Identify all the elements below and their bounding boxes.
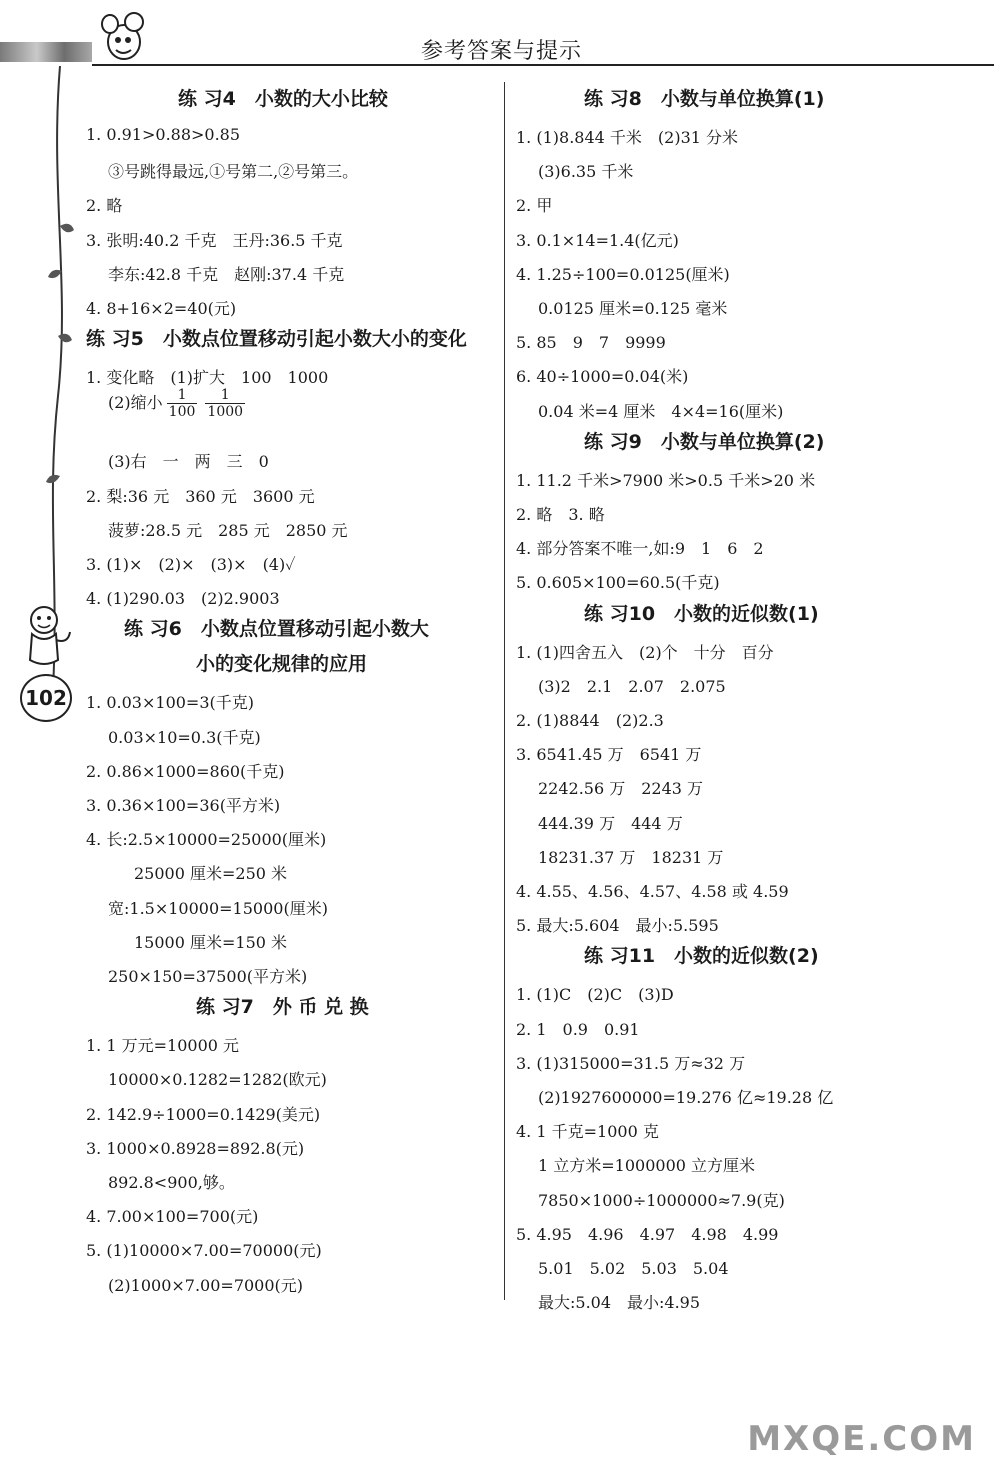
- answer-line: 25000 厘米=250 米: [134, 864, 288, 884]
- monkey-mascot-icon: [14, 600, 74, 670]
- answer-line: 2. (1)8844 (2)2.3: [516, 711, 664, 730]
- answer-line: 1. (1)四舍五入 (2)个 十分 百分: [516, 642, 774, 662]
- answer-line: 3. 0.36×100=36(平方米): [86, 796, 281, 815]
- answer-line: 5. 85 9 7 9999: [516, 333, 666, 353]
- header-title: 参考答案与提示: [420, 39, 582, 64]
- section-heading: 练 习4 小数的大小比较: [178, 88, 388, 110]
- answer-line: 2. 142.9÷1000=0.1429(美元): [86, 1104, 321, 1124]
- answer-line: 1. 变化略 (1)扩大 100 1000: [86, 368, 329, 388]
- answer-line: 4. 1.25÷100=0.0125(厘米): [516, 264, 730, 284]
- answer-line: 3. 张明:40.2 千克 王丹:36.5 千克: [86, 230, 343, 250]
- section-heading: 小的变化规律的应用: [196, 653, 368, 676]
- answer-line: 4. 长:2.5×10000=25000(厘米): [86, 830, 327, 850]
- answer-line: 最大:5.04 最小:4.95: [538, 1293, 701, 1313]
- fraction-prefix: (2)缩小: [108, 393, 163, 413]
- answer-line: 5.01 5.02 5.03 5.04: [538, 1259, 729, 1278]
- answer-line: 3. (1)× (2)× (3)× (4)✓: [86, 555, 296, 574]
- section-heading: 练 习7 外 币 兑 换: [196, 996, 369, 1019]
- page-number-badge: 102: [20, 674, 72, 722]
- answer-line: 2. 略: [86, 196, 123, 216]
- answer-line: 2. 1 0.9 0.91: [516, 1019, 640, 1039]
- answer-line: 4. 8+16×2=40(元): [86, 299, 237, 318]
- answer-line: 2. 0.86×1000=860(千克): [86, 761, 285, 781]
- answer-line-fraction: [108, 387, 249, 420]
- answer-line: 4. 部分答案不唯一,如:9 1 6 2: [516, 539, 764, 559]
- answer-line: (3)6.35 千米: [538, 162, 634, 182]
- answer-line: 4. (1)290.03 (2)2.9003: [86, 589, 280, 609]
- answer-line: 菠萝:28.5 元 285 元 2850 元: [108, 520, 348, 540]
- answer-line: 5. 4.95 4.96 4.97 4.98 4.99: [516, 1224, 779, 1244]
- answer-line: (2)1000×7.00=7000(元): [108, 1275, 304, 1295]
- answer-line: (2)1927600000=19.276 亿≈19.28 亿: [538, 1088, 834, 1107]
- header-rule: [92, 64, 994, 66]
- answer-line: 李东:42.8 千克 赵刚:37.4 千克: [108, 264, 345, 284]
- answer-line: 3. (1)315000=31.5 万≈32 万: [516, 1053, 746, 1073]
- column-divider: [504, 82, 505, 1300]
- answer-line: 2. 甲: [516, 196, 553, 216]
- answer-line: 1. 1 万元=10000 元: [86, 1036, 240, 1056]
- section-heading: 练 习8 小数与单位换算(1): [584, 88, 825, 110]
- section-heading: 练 习9 小数与单位换算(2): [584, 430, 825, 453]
- fraction-numerator: 1: [205, 387, 245, 404]
- answer-line: 2242.56 万 2243 万: [538, 779, 704, 799]
- answer-line: 1. 11.2 千米>7900 米>0.5 千米>20 米: [516, 470, 816, 490]
- answer-line: 444.39 万 444 万: [538, 813, 683, 833]
- section-heading: 练 习10 小数的近似数(1): [584, 602, 819, 625]
- fraction-denominator: 1000: [207, 404, 244, 421]
- answer-line: 6. 40÷1000=0.04(米): [516, 367, 689, 387]
- header-decor-strip: [0, 42, 92, 62]
- answer-line: 5. (1)10000×7.00=70000(元): [86, 1241, 322, 1261]
- answer-line: 892.8<900,够。: [108, 1173, 235, 1192]
- answer-line: 5. 0.605×100=60.5(千克): [516, 573, 720, 593]
- fraction: [167, 387, 198, 420]
- answer-line: 2. 梨:36 元 360 元 3600 元: [86, 486, 315, 506]
- section-heading: 练 习11 小数的近似数(2): [584, 945, 819, 968]
- answer-line: 250×150=37500(平方米): [108, 967, 308, 986]
- watermark-text: MXQE.COM: [747, 1419, 976, 1459]
- answer-line: 1 立方米=1000000 立方厘米: [538, 1156, 756, 1176]
- answer-line: ③号跳得最远,①号第二,②号第三。: [108, 162, 359, 182]
- answer-line: 0.04 米=4 厘米 4×4=16(厘米): [538, 401, 784, 421]
- answer-line: (3)右 一 两 三 0: [108, 452, 269, 472]
- answer-line: 4. 7.00×100=700(元): [86, 1207, 259, 1227]
- fraction-numerator: 1: [167, 387, 198, 404]
- answer-line: 15000 厘米=150 米: [134, 932, 288, 952]
- answer-line: 3. 6541.45 万 6541 万: [516, 745, 702, 765]
- answer-line: 18231.37 万 18231 万: [538, 847, 724, 867]
- answer-line: 0.0125 厘米=0.125 毫米: [538, 299, 728, 318]
- answer-line: 1. 0.91>0.88>0.85: [86, 125, 241, 144]
- answer-line: 4. 4.55、4.56、4.57、4.58 或 4.59: [516, 882, 789, 901]
- answer-line: 2. 略 3. 略: [516, 505, 605, 524]
- page-header: [0, 0, 1000, 70]
- answer-line: 0.03×10=0.3(千克): [108, 727, 261, 747]
- fraction: [205, 387, 245, 420]
- answer-line: 4. 1 千克=1000 克: [516, 1122, 659, 1142]
- fraction-denominator: 100: [168, 404, 196, 421]
- answer-line: (3)2 2.1 2.07 2.075: [538, 676, 726, 696]
- cartoon-mascot-icon: [96, 10, 152, 64]
- answer-line: 1. (1)8.844 千米 (2)31 分米: [516, 128, 739, 147]
- answer-line: 1. 0.03×100=3(千克): [86, 693, 254, 713]
- answer-line: 3. 0.1×14=1.4(亿元): [516, 230, 679, 250]
- answer-line: 5. 最大:5.604 最小:5.595: [516, 916, 719, 936]
- answer-line: 7850×1000÷1000000≈7.9(克): [538, 1190, 785, 1210]
- section-heading: 练 习5 小数点位置移动引起小数大小的变化: [86, 328, 467, 351]
- answer-line: 3. 1000×0.8928=892.8(元): [86, 1138, 305, 1158]
- section-heading: 练 习6 小数点位置移动引起小数大: [124, 618, 429, 641]
- answer-line: 宽:1.5×10000=15000(厘米): [108, 898, 328, 918]
- answer-line: 10000×0.1282=1282(欧元): [108, 1070, 327, 1090]
- answer-line: 1. (1)C (2)C (3)D: [516, 985, 674, 1005]
